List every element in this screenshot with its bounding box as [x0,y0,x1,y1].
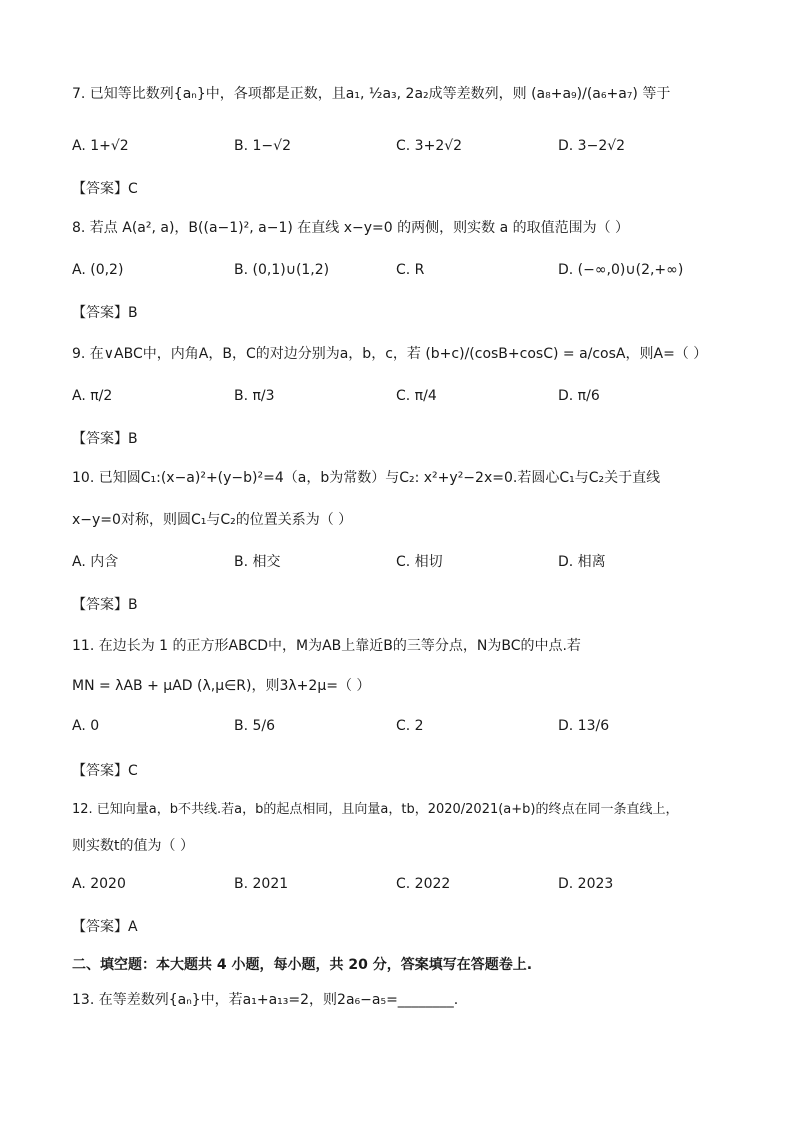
q9-option-c: C. π/4 [396,388,437,404]
question-12-stem-line2: 则实数t的值为（ ） [72,838,194,854]
answer-value: B [128,305,138,321]
q10-option-a: A. 内含 [72,554,119,570]
q9-option-d: D. π/6 [558,388,600,404]
q12-option-a: A. 2020 [72,876,126,892]
q8-answer [72,302,138,322]
section-heading-fill-in: 二、填空题：本大题共 4 小题，每小题，共 20 分，答案填写在答题卷上. [72,957,533,973]
question-12-stem-line1: 12. 已知向量a，b不共线.若a，b的起点相同，且向量a，tb，2020/2021(a+b)的终点在同一条直线上， [72,802,679,817]
answer-value: C [128,181,138,197]
answer-value: C [128,763,138,779]
q10-option-d: D. 相离 [558,554,606,570]
q10-option-c: C. 相切 [396,554,443,570]
q12-option-d: D. 2023 [558,876,614,892]
q7-option-d: D. 3−2√2 [558,138,626,154]
q12-answer [72,916,138,936]
q11-answer [72,760,138,780]
answer-value: B [128,431,138,447]
question-10-stem-line1: 10. 已知圆C₁:(x−a)²+(y−b)²=4（a，b为常数）与C₂: x²+y²−2x=0.若圆心C₁与C₂关于直线 [72,470,661,486]
question-9-stem: 9. 在∨ABC中，内角A，B，C的对边分别为a，b，c，若 (b+c)/(cosB+cosC) = a/cosA，则A=（ ） [72,346,708,362]
answer-tag: 【答案】 [72,763,128,779]
answer-value: A [128,919,138,935]
q7-option-c: C. 3+2√2 [396,138,463,154]
q7-answer [72,178,138,198]
q10-option-b: B. 相交 [234,554,281,570]
question-7-stem: 7. 已知等比数列{aₙ}中，各项都是正数，且a₁, ½a₃, 2a₂成等差数列，则 (a₈+a₉)/(a₆+a₇) 等于 [72,86,671,102]
question-11-stem-line2: MN = λAB + μAD (λ,μ∈R)，则3λ+2μ=（ ） [72,678,371,694]
q8-option-a: A. (0,2) [72,262,124,278]
question-10-stem-line2: x−y=0对称，则圆C₁与C₂的位置关系为（ ） [72,512,353,528]
q12-option-b: B. 2021 [234,876,289,892]
q9-answer [72,428,138,448]
question-11-stem-line1: 11. 在边长为 1 的正方形ABCD中，M为AB上靠近B的三等分点，N为BC的中点.若 [72,638,581,654]
q8-option-d: D. (−∞,0)∪(2,+∞) [558,262,684,278]
q12-option-c: C. 2022 [396,876,451,892]
q7-option-a: A. 1+√2 [72,138,129,154]
answer-tag: 【答案】 [72,919,128,935]
answer-value: B [128,597,138,613]
q11-option-b: B. 5/6 [234,718,276,734]
answer-tag: 【答案】 [72,431,128,447]
answer-tag: 【答案】 [72,597,128,613]
q8-option-b: B. (0,1)∪(1,2) [234,262,330,278]
answer-tag: 【答案】 [72,305,128,321]
q9-option-a: A. π/2 [72,388,113,404]
q10-answer [72,594,138,614]
q9-option-b: B. π/3 [234,388,275,404]
q11-option-a: A. 0 [72,718,100,734]
q11-option-c: C. 2 [396,718,424,734]
q11-option-d: D. 13/6 [558,718,610,734]
q7-option-b: B. 1−√2 [234,138,291,154]
question-13-stem: 13. 在等差数列{aₙ}中，若a₁+a₁₃=2，则2a₆−a₅=________. [72,992,459,1008]
q8-option-c: C. R [396,262,425,278]
question-8-stem: 8. 若点 A(a², a)，B((a−1)², a−1) 在直线 x−y=0 的两侧，则实数 a 的取值范围为（ ） [72,220,630,236]
answer-tag: 【答案】 [72,181,128,197]
